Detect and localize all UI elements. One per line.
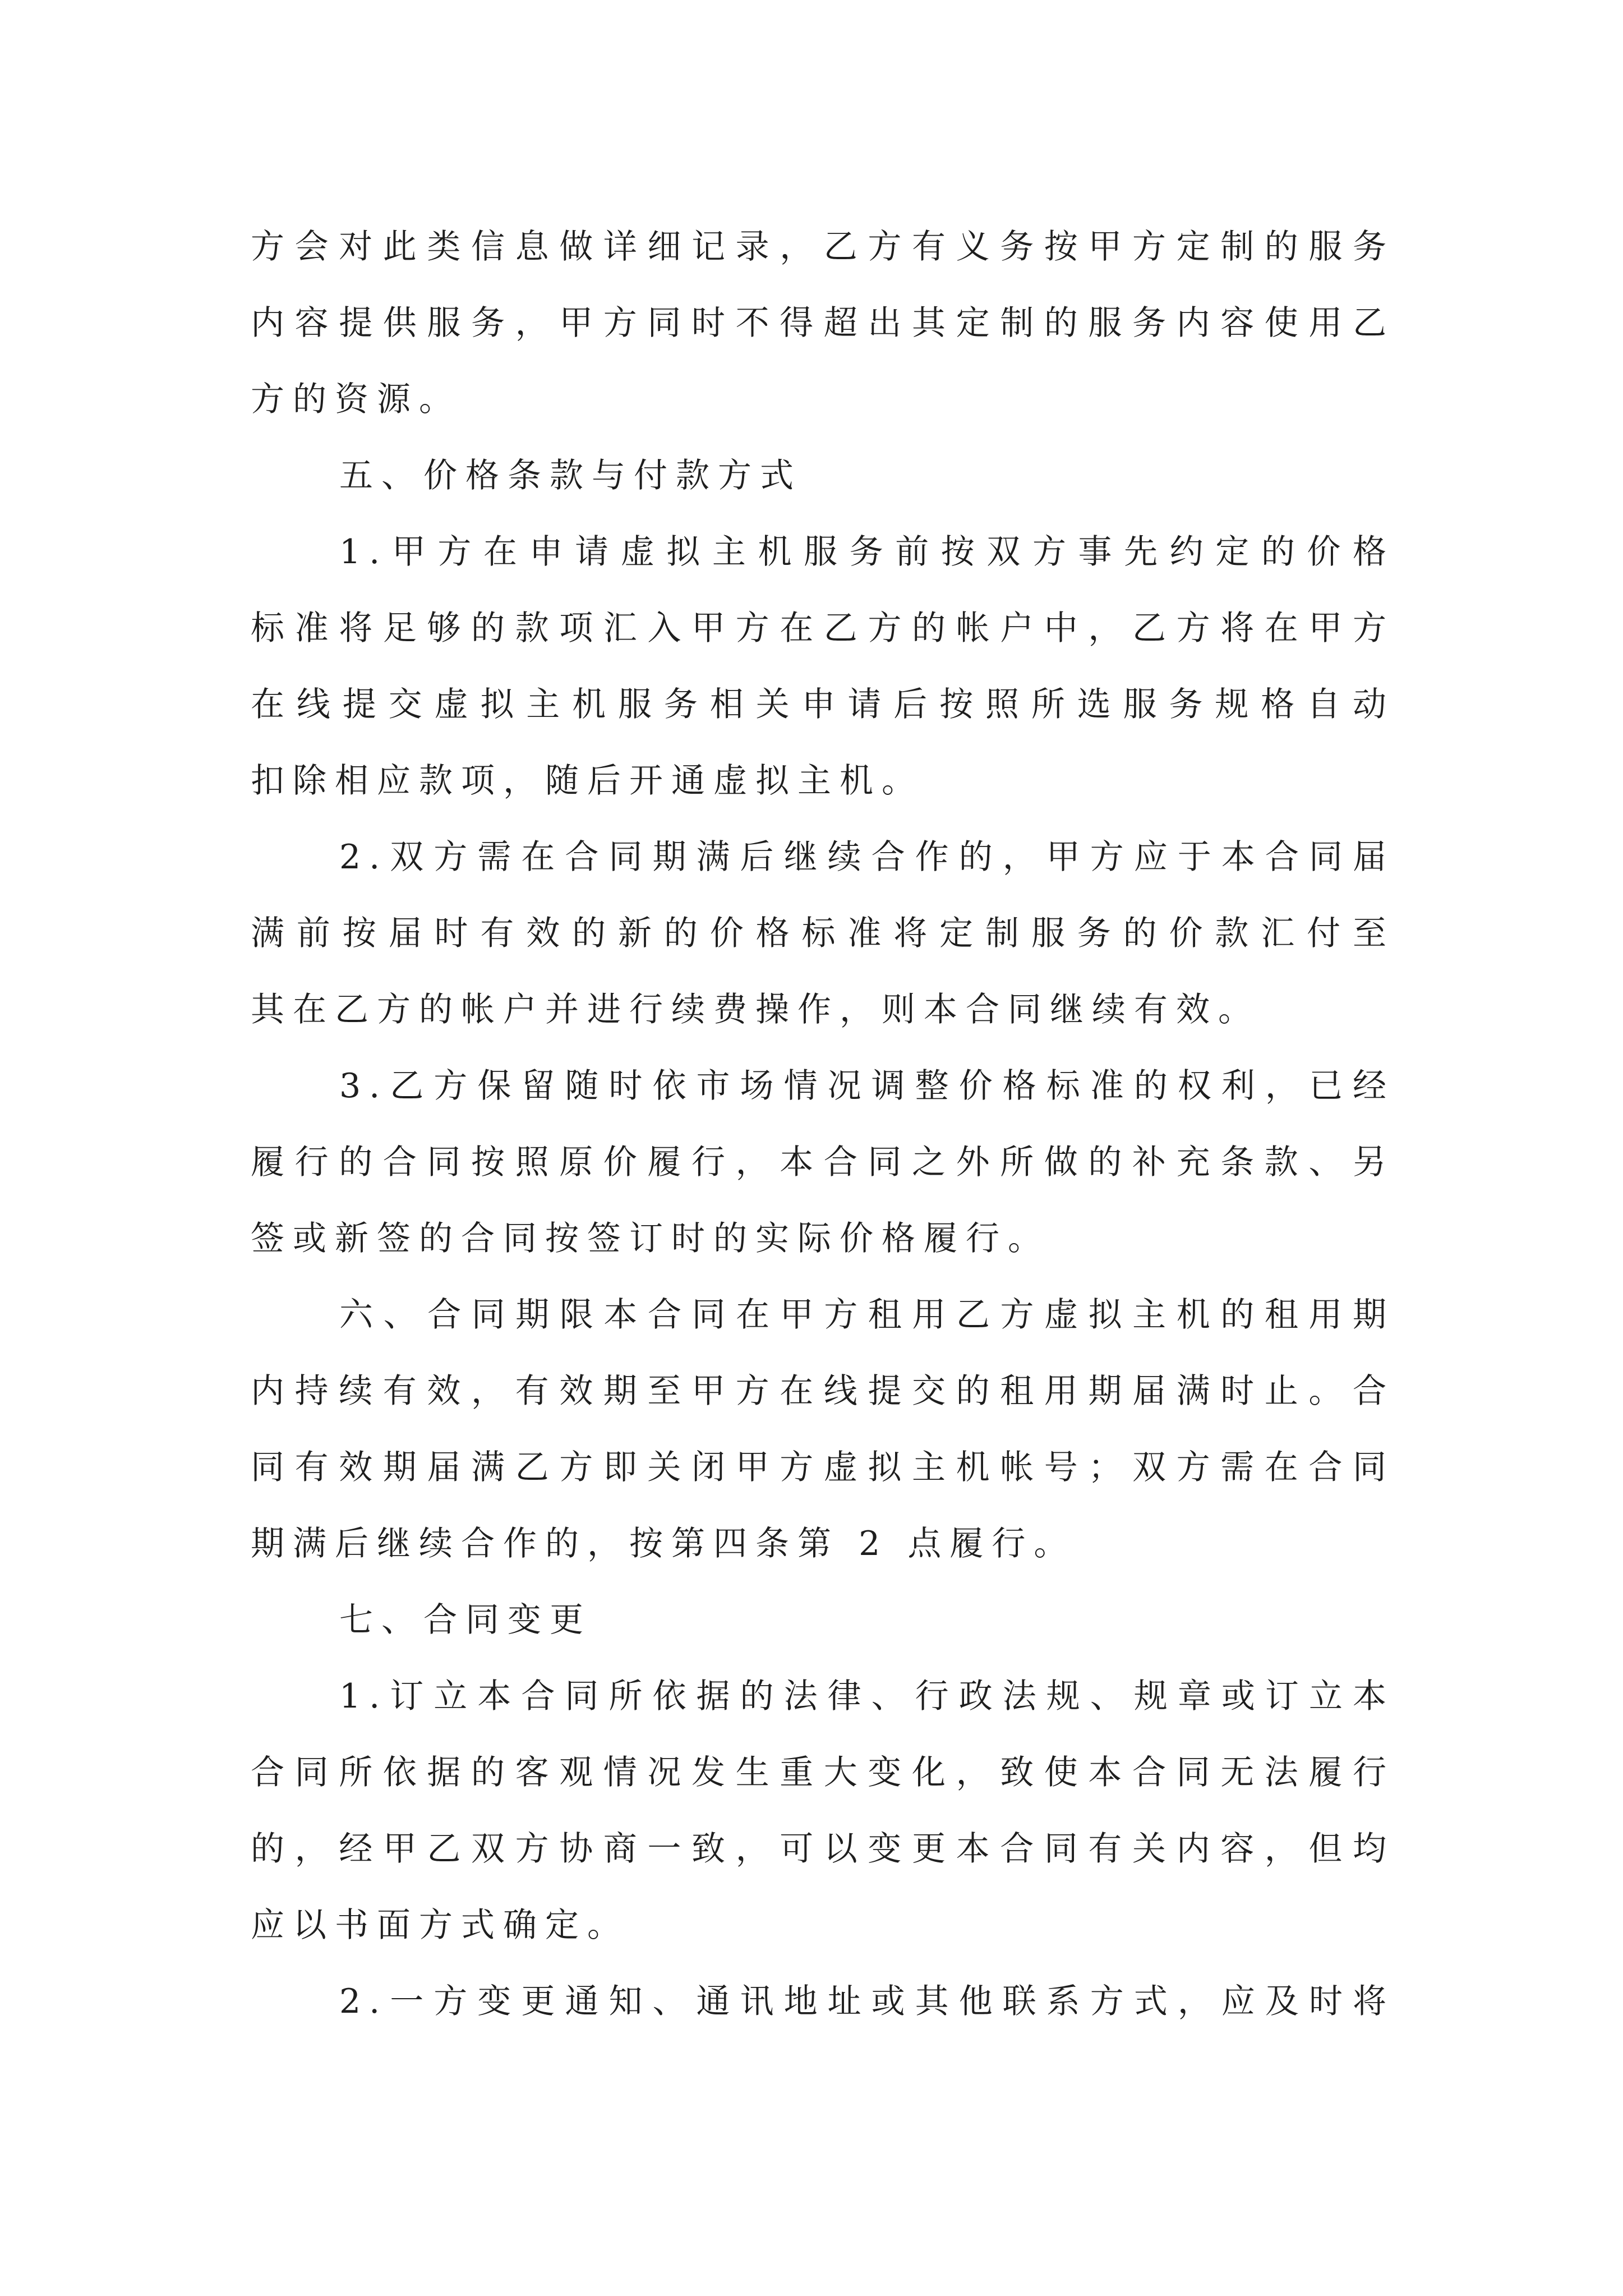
text-line: 合同所依据的客观情况发生重大变化，致使本合同无法履行	[251, 1753, 1395, 1792]
paragraph	[251, 1048, 1395, 1277]
text-line: 扣除相应款项，随后开通虚拟主机。	[251, 761, 924, 800]
document-page	[251, 209, 1395, 2040]
text-line: 期满后继续合作的，按第四条第 2 点履行。	[251, 1524, 1076, 1563]
section-heading	[251, 1582, 1395, 1658]
text-line: 1.甲方在申请虚拟主机服务前按双方事先约定的价格	[339, 532, 1395, 572]
text-line: 应以书面方式确定。	[251, 1906, 629, 1945]
text-line: 方的资源。	[251, 380, 461, 419]
text-line: 标准将足够的款项汇入甲方在乙方的帐户中，乙方将在甲方	[251, 609, 1395, 648]
text-line: 3.乙方保留随时依市场情况调整价格标准的权利，已经	[339, 1066, 1395, 1106]
text-line: 2.一方变更通知、通讯地址或其他联系方式，应及时将	[339, 1982, 1395, 2021]
section-heading	[251, 438, 1395, 514]
text-line: 其在乙方的帐户并进行续费操作，则本合同继续有效。	[251, 990, 1260, 1029]
text-line: 履行的合同按照原价履行，本合同之外所做的补充条款、另	[251, 1143, 1395, 1182]
text-line: 在线提交虚拟主机服务相关申请后按照所选服务规格自动	[251, 685, 1395, 724]
text-line: 签或新签的合同按签订时的实际价格履行。	[251, 1219, 1050, 1258]
paragraph	[251, 1277, 1395, 1582]
paragraph	[251, 514, 1395, 819]
text-line: 同有效期届满乙方即关闭甲方虚拟主机帐号；双方需在合同	[251, 1448, 1395, 1487]
heading-text: 七、合同变更	[339, 1600, 592, 1640]
text-line: 满前按届时有效的新的价格标准将定制服务的价款汇付至	[251, 914, 1395, 953]
text-line: 内持续有效，有效期至甲方在线提交的租用期届满时止。合	[251, 1372, 1395, 1411]
heading-text: 五、价格条款与付款方式	[339, 456, 802, 495]
text-line: 的，经甲乙双方协商一致，可以变更本合同有关内容，但均	[251, 1829, 1395, 1869]
text-line: 1.订立本合同所依据的法律、行政法规、规章或订立本	[339, 1677, 1395, 1716]
paragraph	[251, 1658, 1395, 1963]
text-line: 内容提供服务，甲方同时不得超出其定制的服务内容使用乙	[251, 303, 1395, 343]
text-line: 方会对此类信息做详细记录，乙方有义务按甲方定制的服务	[251, 227, 1395, 266]
paragraph	[251, 209, 1395, 438]
paragraph	[251, 1963, 1395, 2040]
text-line: 2.双方需在合同期满后继续合作的，甲方应于本合同届	[339, 838, 1395, 877]
paragraph	[251, 819, 1395, 1048]
text-line: 六、合同期限本合同在甲方租用乙方虚拟主机的租用期	[339, 1295, 1395, 1335]
